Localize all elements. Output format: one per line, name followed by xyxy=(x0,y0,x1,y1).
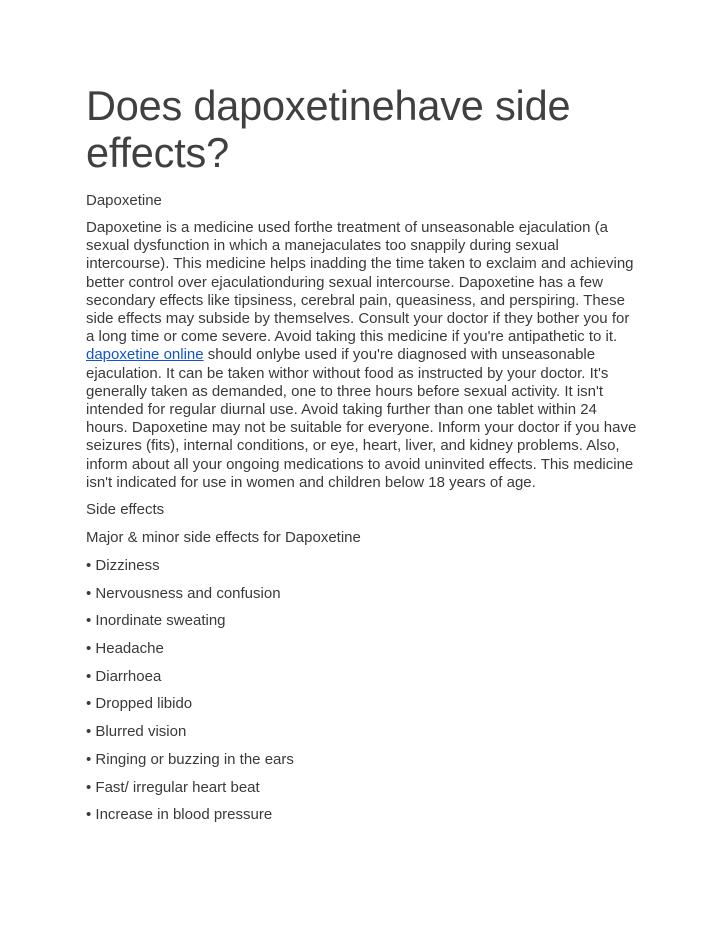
body-text-after-link: should onlybe used if you're diagnosed with unseasonable ejaculation. It can be taken withor without food as instructed by your doctor. It's generally taken as demanded, one to three hours before sexual activity. It isn't intended for regular diurnal use. Avoid taking further than one tablet within 24 hours. Dapoxetine may not be suitable for everyone. Inform your doctor if you have seizures (fits), internal conditions, or eye, heart, liver, and kidney problems. Also, inform about all your ongoing medications to avoid uninvited effects. This medicine isn't indicated for use in women and children below 18 years of age. xyxy=(86,346,637,491)
list-item: • Ringing or buzzing in the ears xyxy=(86,750,294,768)
list-item: • Nervousness and confusion xyxy=(86,584,281,602)
dapoxetine-online-link[interactable]: dapoxetine online xyxy=(86,346,204,364)
body-text-before-link: Dapoxetine is a medicine used forthe treatment of unseasonable ejaculation (a sexual dysfunction in which a manejaculates too snappily during sexual intercourse). This medicine helps inadding the time taken to exclaim and achieving better control over ejaculationduring sexual intercourse. Dapoxetine has a few secondary effects like tipsiness, cerebral pain, queasiness, and perspiring. These side effects may subside by themselves. Consult your doctor if they bother you for a long time or come severe. Avoid taking this medicine if you're antipathetic to it. xyxy=(86,219,634,346)
list-item: • Fast/ irregular heart beat xyxy=(86,778,260,796)
major-minor-heading: Major & minor side effects for Dapoxetine xyxy=(86,529,361,547)
list-item: • Dizziness xyxy=(86,557,160,575)
list-item: • Inordinate sweating xyxy=(86,612,226,630)
list-item: • Blurred vision xyxy=(86,723,187,741)
list-item: • Dropped libido xyxy=(86,695,193,713)
list-item: • Diarrhoea xyxy=(86,667,162,685)
side-effects-heading: Side effects xyxy=(86,501,165,519)
list-item: • Increase in blood pressure xyxy=(86,806,273,824)
side-effects-list xyxy=(86,557,640,824)
list-item: • Headache xyxy=(86,640,164,658)
intro-label: Dapoxetine xyxy=(86,192,162,209)
body-paragraph xyxy=(86,219,640,492)
page-title: Does dapoxetinehave side effects? xyxy=(86,82,571,176)
